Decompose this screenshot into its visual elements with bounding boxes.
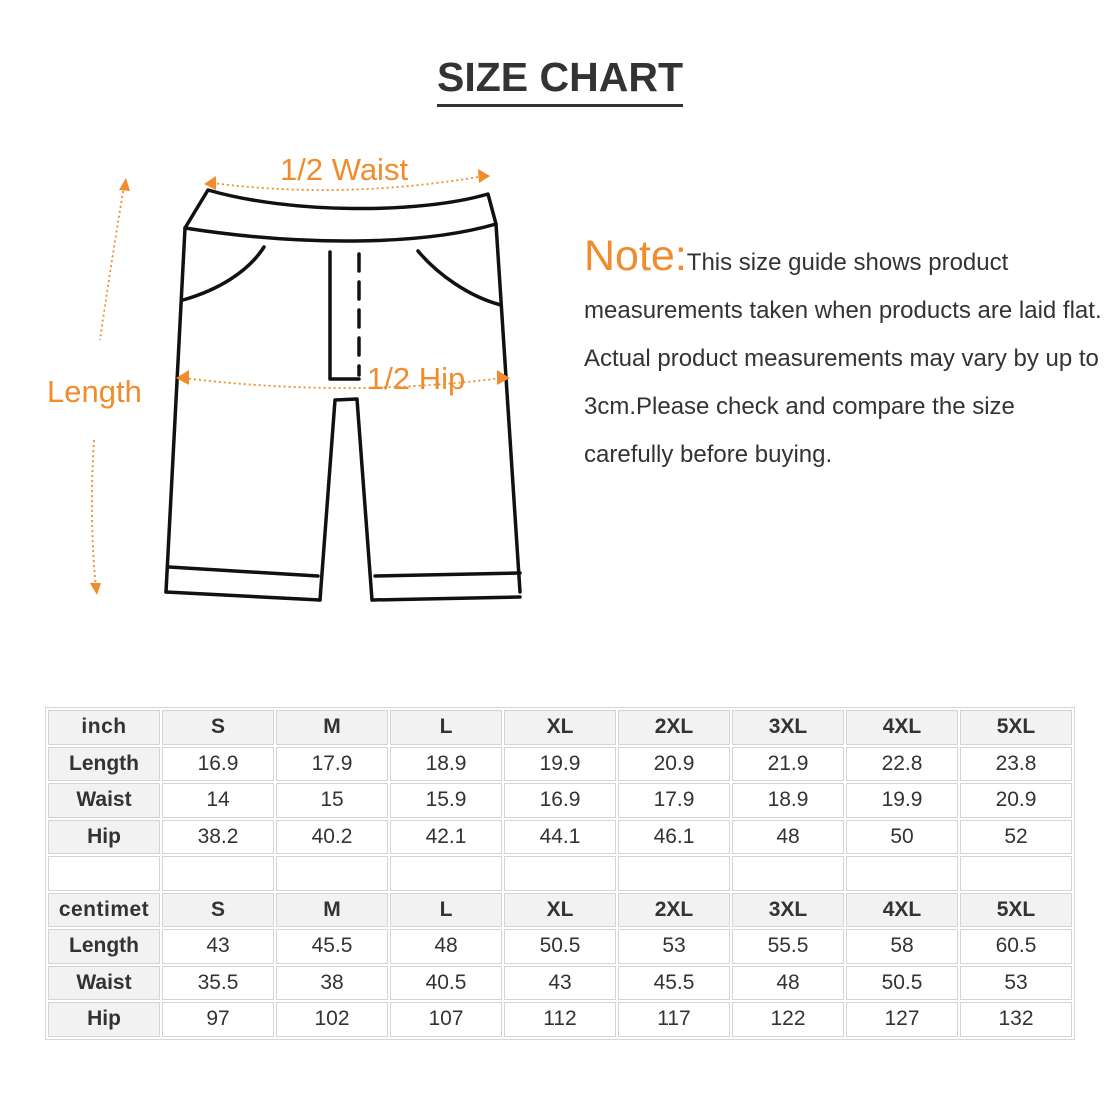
empty-cell — [732, 856, 844, 891]
measure-value: 17.9 — [276, 747, 388, 782]
empty-cell — [960, 856, 1072, 891]
measure-label: Hip — [48, 820, 160, 855]
measure-value: 127 — [846, 1002, 958, 1037]
measure-value: 15 — [276, 783, 388, 818]
arrow-head-icon — [90, 583, 101, 595]
size-header: 2XL — [618, 893, 730, 928]
measure-value: 117 — [618, 1002, 730, 1037]
size-table — [45, 707, 1075, 1040]
measure-value: 97 — [162, 1002, 274, 1037]
measure-value: 53 — [618, 929, 730, 964]
measure-value: 122 — [732, 1002, 844, 1037]
unit-label: inch — [48, 710, 160, 745]
measure-value: 50 — [846, 820, 958, 855]
table-row — [48, 747, 1072, 782]
table-row — [48, 820, 1072, 855]
size-header: L — [390, 710, 502, 745]
size-header: 2XL — [618, 710, 730, 745]
measure-value: 38.2 — [162, 820, 274, 855]
arrow-head-icon — [478, 169, 490, 183]
measure-label: Hip — [48, 1002, 160, 1037]
length-measure-line-top — [100, 186, 124, 340]
size-header: S — [162, 710, 274, 745]
length-label: Length — [47, 374, 142, 409]
measure-label: Length — [48, 929, 160, 964]
measure-value: 42.1 — [390, 820, 502, 855]
measure-value: 15.9 — [390, 783, 502, 818]
size-header: 4XL — [846, 893, 958, 928]
measure-value: 45.5 — [276, 929, 388, 964]
measure-label: Waist — [48, 783, 160, 818]
measure-value: 22.8 — [846, 747, 958, 782]
empty-cell — [48, 856, 160, 891]
measure-label: Waist — [48, 966, 160, 1001]
size-header: 3XL — [732, 710, 844, 745]
measure-value: 53 — [960, 966, 1072, 1001]
waist-label: 1/2 Waist — [280, 152, 409, 187]
measure-value: 48 — [732, 820, 844, 855]
measure-value: 38 — [276, 966, 388, 1001]
measure-value: 18.9 — [732, 783, 844, 818]
measure-label: Length — [48, 747, 160, 782]
measure-value: 19.9 — [504, 747, 616, 782]
table-row — [48, 1002, 1072, 1037]
measure-value: 40.5 — [390, 966, 502, 1001]
empty-cell — [618, 856, 730, 891]
measure-value: 50.5 — [504, 929, 616, 964]
measure-value: 21.9 — [732, 747, 844, 782]
measure-value: 50.5 — [846, 966, 958, 1001]
measure-value: 44.1 — [504, 820, 616, 855]
size-header: 3XL — [732, 893, 844, 928]
size-header: M — [276, 710, 388, 745]
size-header: S — [162, 893, 274, 928]
measure-value: 52 — [960, 820, 1072, 855]
measure-value: 45.5 — [618, 966, 730, 1001]
size-header: XL — [504, 893, 616, 928]
measure-value: 20.9 — [618, 747, 730, 782]
empty-cell — [390, 856, 502, 891]
measure-value: 23.8 — [960, 747, 1072, 782]
note-label: Note: — [584, 232, 687, 280]
measure-value: 17.9 — [618, 783, 730, 818]
table-row — [48, 783, 1072, 818]
empty-cell — [504, 856, 616, 891]
size-header-row — [48, 893, 1072, 928]
table-spacer-row — [48, 856, 1072, 891]
measure-value: 20.9 — [960, 783, 1072, 818]
arrow-head-icon — [204, 176, 216, 190]
measure-value: 40.2 — [276, 820, 388, 855]
measure-value: 48 — [390, 929, 502, 964]
size-header: 4XL — [846, 710, 958, 745]
measure-value: 55.5 — [732, 929, 844, 964]
size-header: XL — [504, 710, 616, 745]
measure-value: 112 — [504, 1002, 616, 1037]
measure-value: 58 — [846, 929, 958, 964]
size-header: 5XL — [960, 710, 1072, 745]
measure-value: 102 — [276, 1002, 388, 1037]
measure-value: 60.5 — [960, 929, 1072, 964]
measure-value: 35.5 — [162, 966, 274, 1001]
measure-value: 16.9 — [504, 783, 616, 818]
measure-value: 48 — [732, 966, 844, 1001]
measure-value: 43 — [504, 966, 616, 1001]
size-header: M — [276, 893, 388, 928]
size-header-row — [48, 710, 1072, 745]
unit-label: centimet — [48, 893, 160, 928]
measure-value: 46.1 — [618, 820, 730, 855]
size-header: 5XL — [960, 893, 1072, 928]
length-measure-line-bottom — [92, 440, 96, 588]
empty-cell — [846, 856, 958, 891]
measure-value: 19.9 — [846, 783, 958, 818]
note-text: This size guide shows product measurements taken when products are laid flat. Actual product measurements may vary by up to 3cm.Please check and compare the size carefully before buying. — [584, 249, 1102, 468]
measure-value: 18.9 — [390, 747, 502, 782]
page-title: SIZE CHART — [0, 54, 1120, 107]
empty-cell — [162, 856, 274, 891]
measure-value: 43 — [162, 929, 274, 964]
measure-value: 14 — [162, 783, 274, 818]
measure-value: 132 — [960, 1002, 1072, 1037]
note — [584, 232, 1104, 479]
hip-label: 1/2 Hip — [367, 361, 466, 396]
measure-value: 107 — [390, 1002, 502, 1037]
empty-cell — [276, 856, 388, 891]
shorts-outline-icon — [166, 190, 520, 600]
arrow-head-icon — [119, 178, 130, 191]
size-header: L — [390, 893, 502, 928]
table-row — [48, 966, 1072, 1001]
measure-value: 16.9 — [162, 747, 274, 782]
table-row — [48, 929, 1072, 964]
